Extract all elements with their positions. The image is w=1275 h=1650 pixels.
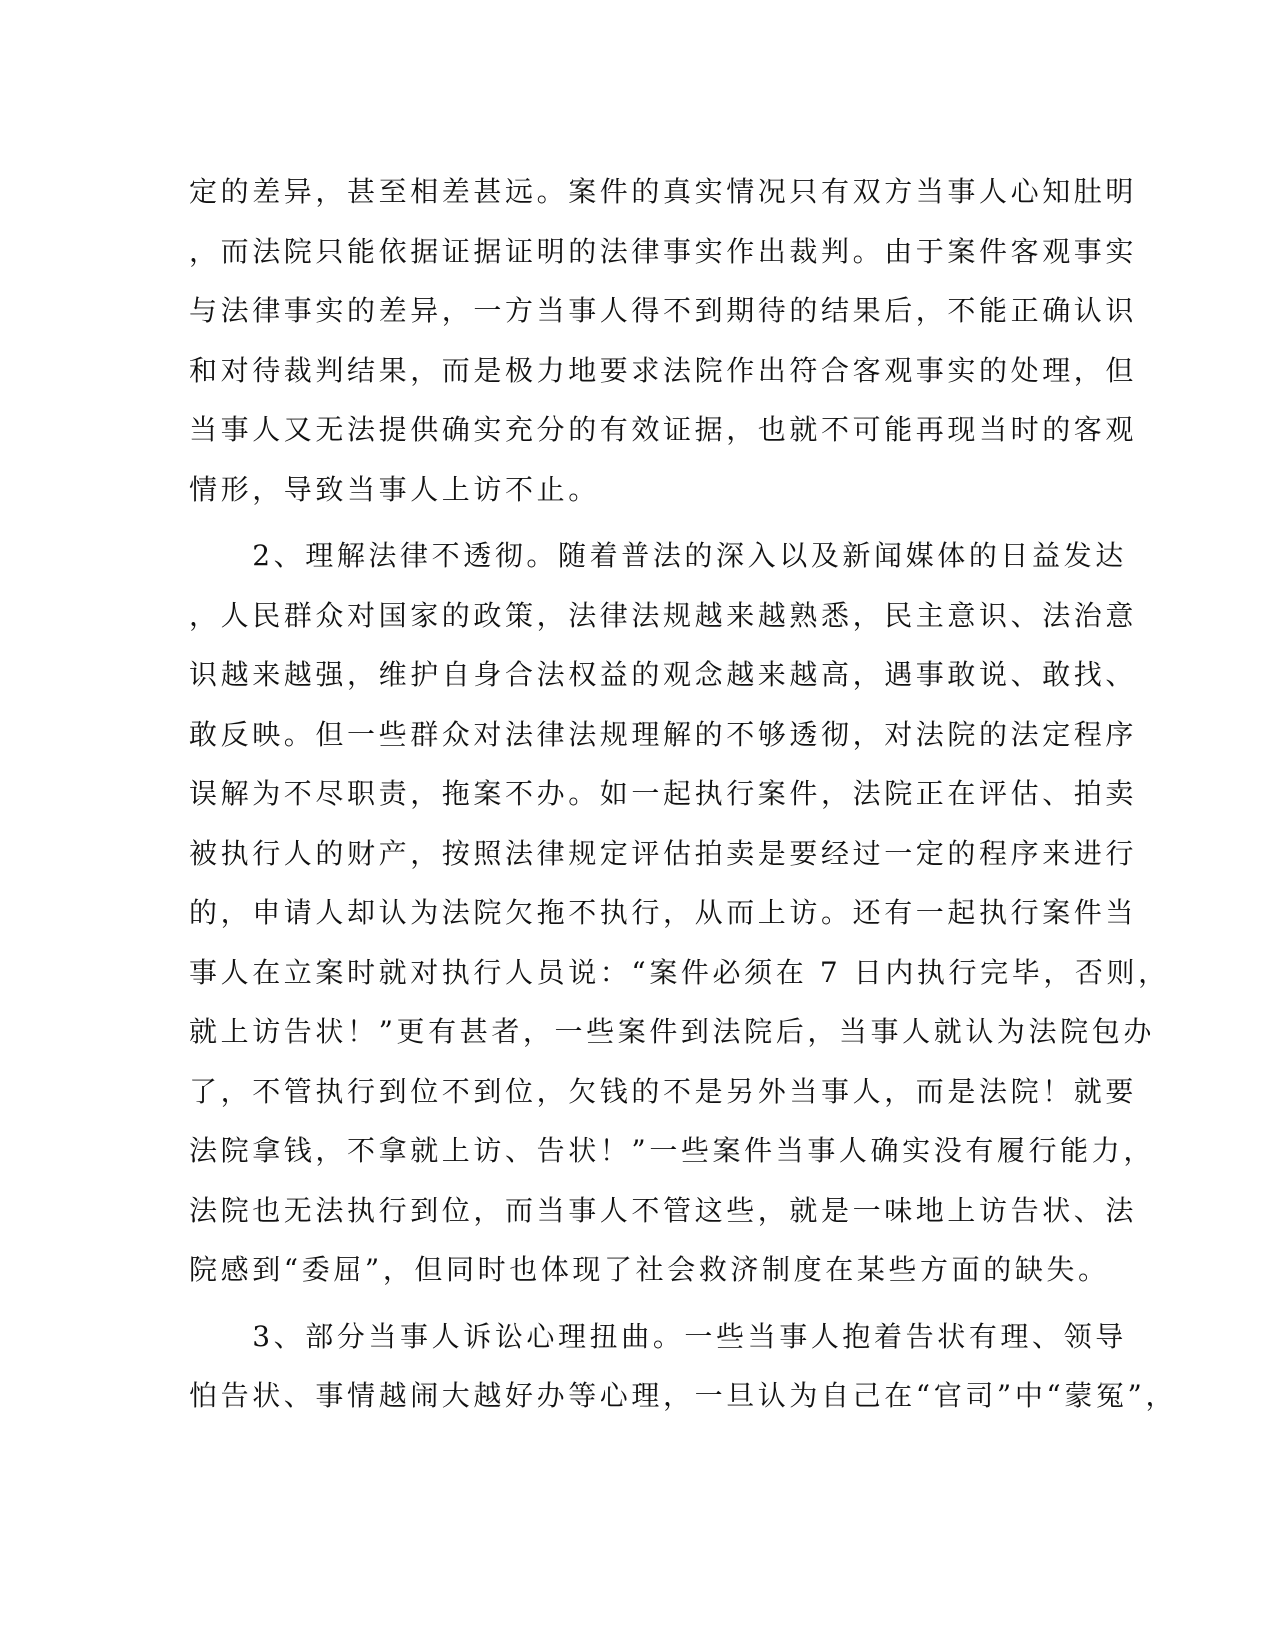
- text-line: 定的差异，甚至相差甚远。案件的真实情况只有双方当事人心知肚明: [189, 175, 1138, 208]
- text-line: 被执行人的财产，按照法律规定评估拍卖是要经过一定的程序来进行: [189, 836, 1138, 870]
- paragraph-spacer: [189, 1300, 1089, 1307]
- paragraph: [189, 162, 1138, 519]
- text-line: 与法律事实的差异，一方当事人得不到期待的结果后，不能正确认识: [189, 294, 1138, 327]
- document-body: [189, 162, 1178, 1426]
- text-line: 当事人又无法提供确实充分的有效证据，也就不可能再现当时的客观: [189, 413, 1138, 446]
- paragraph-spacer: [189, 519, 1089, 526]
- text-line: 误解为不尽职责，拖案不办。如一起执行案件，法院正在评估、拍卖: [189, 777, 1138, 810]
- text-line: ，而法院只能依据证据证明的法律事实作出裁判。由于案件客观事实: [189, 234, 1138, 268]
- text-line: 了，不管执行到位不到位，欠钱的不是另外当事人，而是法院！就要: [189, 1074, 1138, 1108]
- text-line: ，人民群众对国家的政策，法律法规越来越熟悉，民主意识、法治意: [189, 598, 1138, 632]
- text-line: 的，申请人却认为法院欠拖不执行，从而上访。还有一起执行案件当: [189, 896, 1138, 929]
- text-line: 院感到“委屈”，但同时也体现了社会救济制度在某些方面的缺失。: [189, 1253, 1110, 1286]
- text-line: 2、理解法律不透彻。随着普法的深入以及新闻媒体的日益发达: [189, 539, 1127, 572]
- text-line: 就上访告状！”更有甚者，一些案件到法院后，当事人就认为法院包办: [189, 1015, 1155, 1048]
- text-line: 事人在立案时就对执行人员说：“案件必须在 7 日内执行完毕，否则，: [189, 955, 1170, 989]
- paragraph: [189, 526, 1170, 1300]
- paragraph: [189, 1307, 1178, 1426]
- text-line: 情形，导致当事人上访不止。: [189, 472, 600, 506]
- text-line: 3、部分当事人诉讼心理扭曲。一些当事人抱着告状有理、领导: [189, 1319, 1127, 1353]
- text-line: 怕告状、事情越闹大越好办等心理，一旦认为自己在“官司”中“蒙冤”，: [189, 1379, 1178, 1412]
- text-line: 敢反映。但一些群众对法律法规理解的不够透彻，对法院的法定程序: [189, 717, 1138, 751]
- text-line: 法院拿钱，不拿就上访、告状！”一些案件当事人确实没有履行能力，: [189, 1134, 1155, 1167]
- text-line: 识越来越强，维护自身合法权益的观念越来越高，遇事敢说、敢找、: [189, 658, 1138, 691]
- text-line: 和对待裁判结果，而是极力地要求法院作出符合客观事实的处理，但: [189, 353, 1138, 387]
- text-line: 法院也无法执行到位，而当事人不管这些，就是一味地上访告状、法: [189, 1193, 1138, 1227]
